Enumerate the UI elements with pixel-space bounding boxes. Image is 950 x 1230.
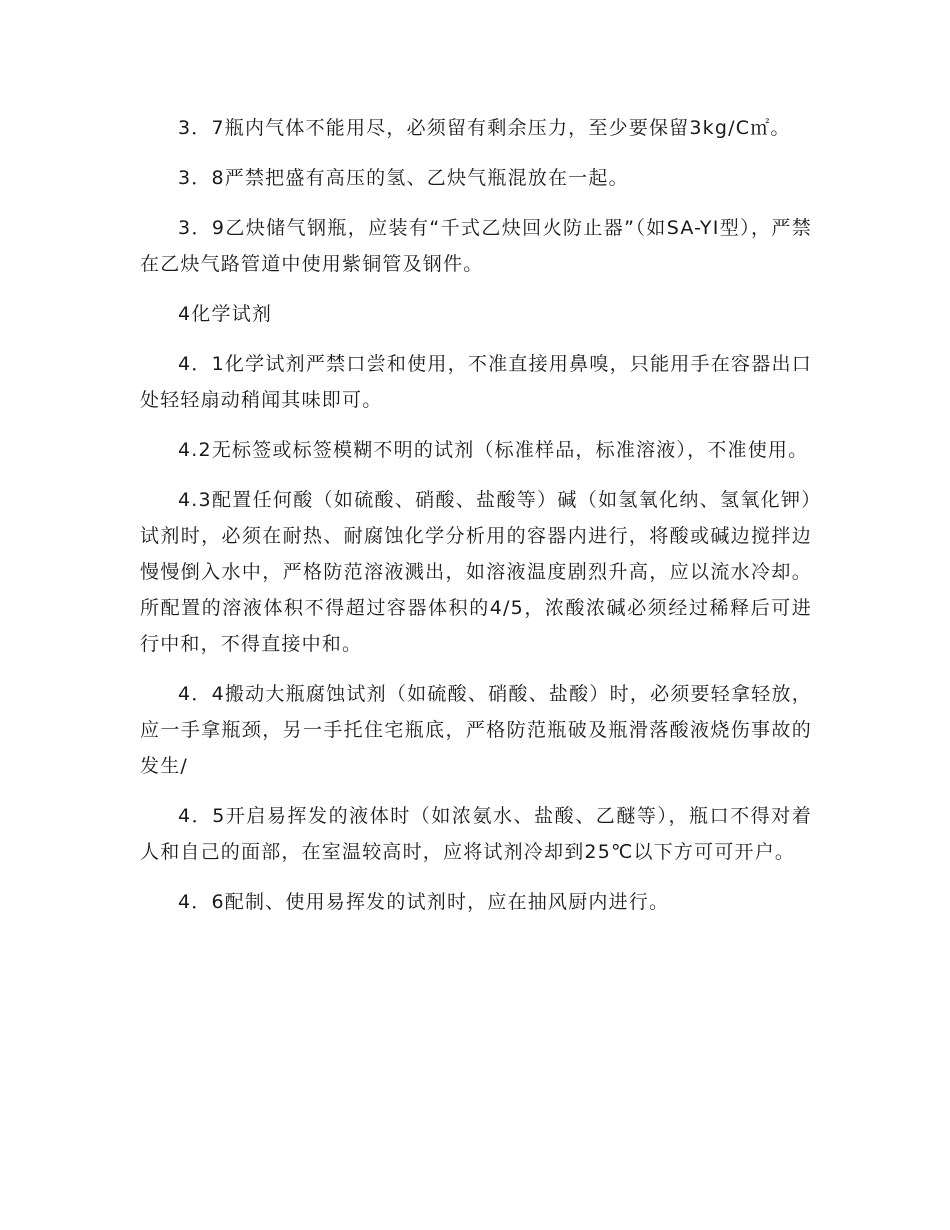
paragraph-3-8: 3．8严禁把盛有高压的氢、乙炔气瓶混放在一起。 — [178, 167, 629, 189]
paragraph-3-7: 3．7瓶内气体不能用尽，必须留有剩余压力，至少要保留3kg/C㎡。 — [178, 117, 791, 139]
paragraph-3-9: 3．9乙炔储气钢瓶，应装有“千式乙炔回火防止器”（如SA-YI型），严禁在乙炔气路管道中使用紫铜管及钢件。 — [140, 217, 812, 275]
paragraph-4-1: 4．1化学试剂严禁口尝和使用，不准直接用鼻嗅，只能用手在容器出口处轻轻扇动稍闻其味即可。 — [140, 353, 812, 411]
paragraph-4-5: 4．5开启易挥发的液体时（如浓氨水、盐酸、乙醚等），瓶口不得对着人和自己的面部，在室温较高时，应将试剂冷却到25℃以下方可可开户。 — [140, 805, 812, 863]
paragraph-4-3: 4.3配置任何酸（如硫酸、硝酸、盐酸等）碱（如氢氧化纳、氢氧化钾）试剂时，必须在耐热、耐腐蚀化学分析用的容器内进行，将酸或碱边搅拌边慢慢倒入水中，严格防范溶液溅出，如溶液温度剧烈升高，应以流水冷却。所配置的溶液体积不得超过容器体积的4/5，浓酸浓碱必须经过稀释后可进行中和，不得直接中和。 — [140, 489, 812, 655]
section-heading-4: 4化学试剂 — [178, 303, 273, 325]
paragraph-4-4: 4．4搬动大瓶腐蚀试剂（如硫酸、硝酸、盐酸）时，必须要轻拿轻放，应一手拿瓶颈，另一手托住宅瓶底，严格防范瓶破及瓶滑落酸液烧伤事故的发生/ — [140, 683, 812, 777]
paragraph-4-6: 4．6配制、使用易挥发的试剂时，应在抽风厨内进行。 — [178, 891, 670, 913]
paragraph-4-2: 4.2无标签或标签模糊不明的试剂（标准样品，标准溶液），不准使用。 — [178, 439, 809, 461]
document-body — [140, 110, 812, 934]
